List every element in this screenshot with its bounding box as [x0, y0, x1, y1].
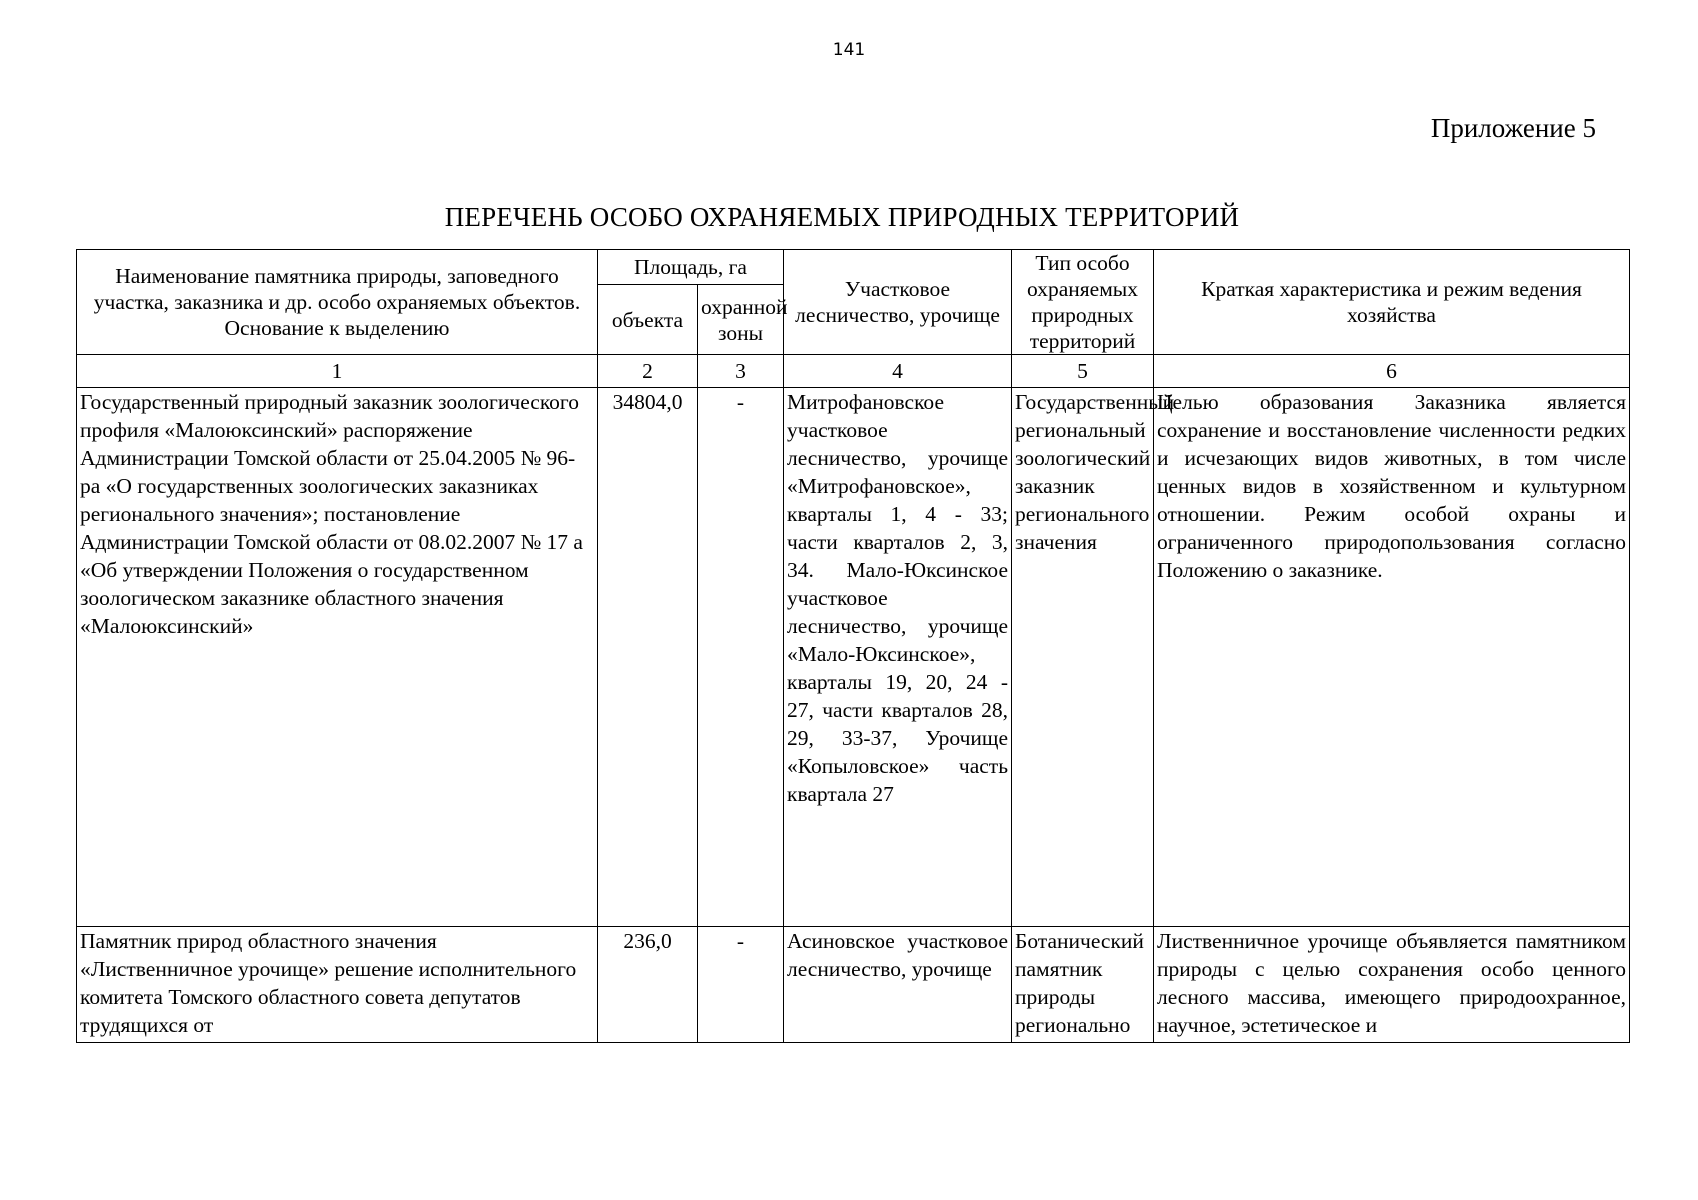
header-area-group: Площадь, га [598, 250, 784, 285]
column-number: 3 [698, 355, 784, 388]
header-area-zone: охранной зоны [698, 285, 784, 355]
header-name: Наименование памятника природы, заповедного участка, заказника и др. особо охраняемых объектов. Основание к выделению [77, 250, 598, 355]
column-number: 2 [598, 355, 698, 388]
header-type: Тип особо охраняемых природных территорий [1012, 250, 1154, 355]
cell-area-object: 236,0 [598, 927, 698, 1043]
cell-description: Лиственничное урочище объявляется памятником природы с целью сохранения особо ценного лесного массива, имеющего природоохранное, научное, эстетическое и [1154, 927, 1630, 1043]
document-title: ПЕРЕЧЕНЬ ОСОБО ОХРАНЯЕМЫХ ПРИРОДНЫХ ТЕРРИТОРИЙ [444, 202, 1240, 232]
cell-description: Целью образования Заказника является сохранение и восстановление численности редких и исчезающих видов животных, в том числе ценных видов в хозяйственном и культурном отношении. Режим особой охраны и ограниченного природопользования согласно Положению о заказнике. [1154, 388, 1630, 927]
cell-type: Государственный региональный зоологический заказник регионального значения [1012, 388, 1154, 927]
cell-forestry: Митрофановское участковое лесничество, урочище «Митрофановское», кварталы 1, 4 - 33; части кварталов 2, 3, 34. Мало-Юксинское участковое лесничество, урочище «Мало-Юксинское», кварталы 19, 20, 24 - 27, части кварталов 28, 29, 33-37, Урочище «Копыловское» часть квартала 27 [784, 388, 1012, 927]
cell-area-zone: - [698, 388, 784, 927]
cell-area-zone: - [698, 927, 784, 1043]
header-forestry: Участковое лесничество, урочище [784, 250, 1012, 355]
page-number: 141 [832, 40, 866, 60]
cell-forestry: Асиновское участковое лесничество, урочище [784, 927, 1012, 1043]
header-area-object: объекта [598, 285, 698, 355]
cell-name: Государственный природный заказник зоологического профиля «Малоюксинский» распоряжение Администрации Томской области от 25.04.2005 № 96-ра «О государственных зоологических заказниках регионального значения»; постановление Администрации Томской области от 08.02.2007 № 17 а «Об утверждении Положения о государственном зоологическом заказнике областного значения «Малоюксинский» [77, 388, 598, 927]
cell-type: Ботанический памятник природы регионально [1012, 927, 1154, 1043]
cell-name: Памятник природ областного значения «Лиственничное урочище» решение исполнительного комитета Томского областного совета депутатов трудящихся от [77, 927, 598, 1043]
column-number: 4 [784, 355, 1012, 388]
header-description: Краткая характеристика и режим ведения хозяйства [1154, 250, 1630, 355]
appendix-label: Приложение 5 [1430, 113, 1596, 143]
column-number: 1 [77, 355, 598, 388]
protected-territories-table [76, 249, 1630, 1043]
table-row [77, 388, 1630, 927]
table-row [77, 927, 1630, 1043]
column-number: 5 [1012, 355, 1154, 388]
column-number: 6 [1154, 355, 1630, 388]
cell-area-object: 34804,0 [598, 388, 698, 927]
